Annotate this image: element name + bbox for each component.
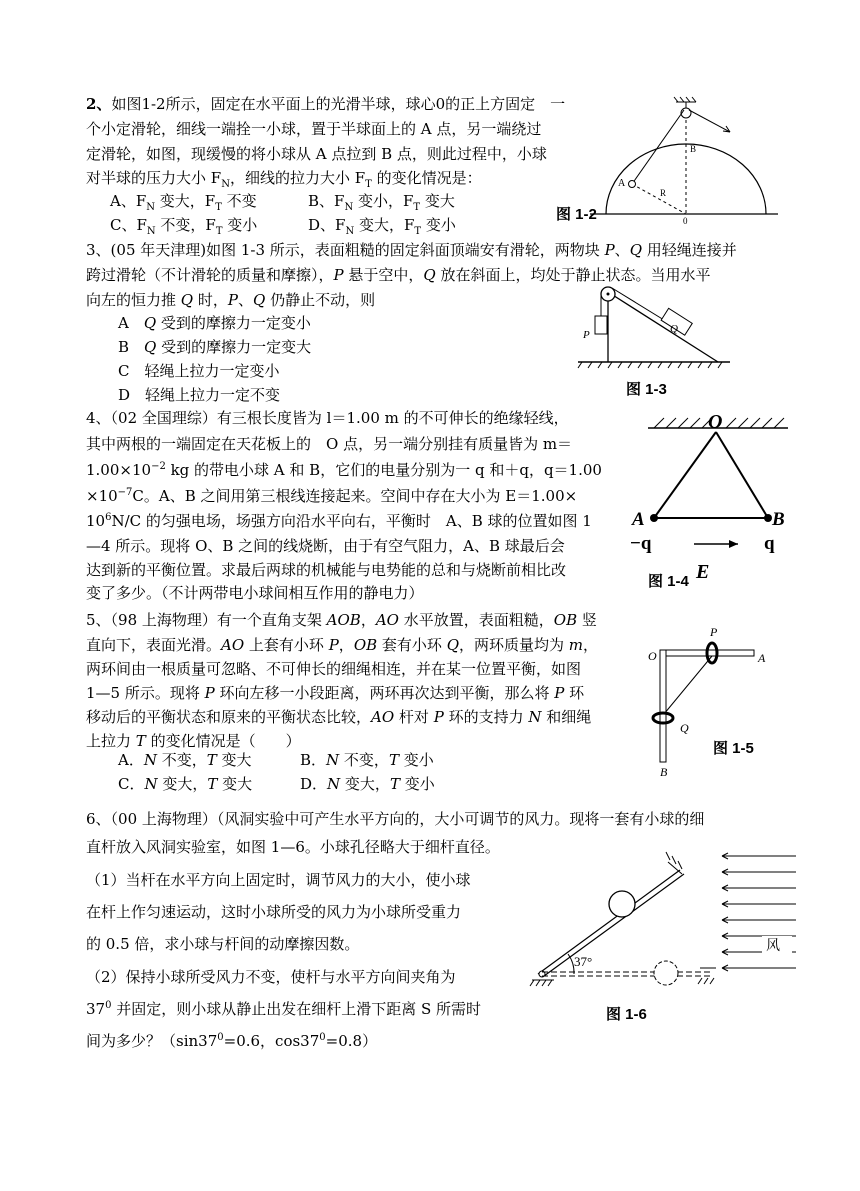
q5-line-6: 上拉力 T 的变化情况是（ ） <box>86 732 301 750</box>
fig-1-4-label-b: B <box>772 509 785 530</box>
fig-1-5-label-p: P <box>710 625 718 639</box>
fig-1-5-label-a: A <box>758 651 766 665</box>
ball-a <box>650 514 658 522</box>
q2-option-d: D、$F_N$ 变大，$F_T$ 变小 <box>308 216 456 237</box>
fig-1-3 <box>578 282 738 372</box>
q2-option-a: A、$F_N$ 变大，$F_T$ 不变 <box>110 192 257 213</box>
fig-1-2-label-a: A <box>618 178 626 189</box>
q3-line-3: 向左的恒力推 Q 时，P、Q 仍静止不动，则 <box>86 291 376 309</box>
q6-line-2: 直杆放入风洞实验室，如图 1—6。小球孔径略大于细杆直径。 <box>86 838 500 856</box>
q6-line-5: 的 0.5 倍，求小球与杆间的动摩擦因数。 <box>86 935 360 953</box>
q5-line-4: 1—5 所示。现将 P 环向左移一小段距离，两环再次达到平衡，那么将 P 环 <box>86 684 585 702</box>
q3-line-1: 3、(05 年天津理)如图 1-3 所示，表面粗糙的固定斜面顶端安有滑轮，两物块 P、Q 用轻绳连接并 <box>86 241 737 259</box>
q4-line-4: $\times 10^{-7}C$。A、B 之间用第三根线连接起来。空间中存在大小为 E＝1.00× <box>86 487 578 505</box>
fig-1-6 <box>530 852 810 992</box>
fig-1-2 <box>590 92 780 226</box>
q4-line-2: 其中两根的一端固定在天花板上的 O 点，另一端分别挂有质量皆为 m＝ <box>86 435 573 453</box>
fig-1-2-label-b: B <box>690 144 697 154</box>
q6-line-4: 在杆上作匀速运动，这时小球所受的风力为小球所受重力 <box>86 903 462 921</box>
fig-1-5-label-q: Q <box>680 721 689 735</box>
ball-b <box>764 514 772 522</box>
fig-1-4-caption: 图 1-4 <box>648 573 689 590</box>
q6-line-8: 间为多少？（$\sin 37^0=0.6$，$\cos 37^0=0.8$） <box>86 1032 378 1050</box>
q6-line-1: 6、（00 上海物理）（风洞实验中可产生水平方向的，大小可调节的风力。现将一套有小球的细 <box>86 810 705 828</box>
fig-1-4-label-pos-q: q <box>764 533 775 554</box>
q2-text-1: 如图1-2所示，固定在水平面上的光滑半球，球心0的正上方固定 一 <box>111 95 566 113</box>
q5-line-3: 两环间由一根质量可忽略、不可伸长的细绳相连，并在某一位置平衡，如图 <box>86 660 582 678</box>
q3-option-b: B Q 受到的摩擦力一定变大 <box>118 338 312 356</box>
fig-1-4-label-o: O <box>708 411 723 433</box>
q4-line-7: 达到新的平衡位置。求最后两球的机械能与电势能的总和与烧断前相比改 <box>86 561 567 579</box>
fig-1-2-label-o: 0 <box>683 216 688 226</box>
q5-line-5: 移动后的平衡状态和原来的平衡状态比较，AO 杆对 P 环的支持力 N 和细绳 <box>86 708 592 726</box>
fig-1-2-label-r: R <box>660 188 667 198</box>
fig-1-5 <box>640 622 770 782</box>
q4-line-6: —4 所示。现将 O、B 之间的线烧断，由于有空气阻力，A、B 球最后会 <box>86 537 565 555</box>
ball-horizontal <box>654 961 678 985</box>
fig-1-6-caption: 图 1-6 <box>606 1006 647 1023</box>
fig-1-4-label-neg-q: −q <box>630 533 652 554</box>
q5-option-a: A．N 不变，T 变大 <box>118 751 252 769</box>
fig-1-3-label-q: Q <box>670 323 678 335</box>
q5-line-2: 直向下，表面光滑。AO 上套有小环 P，OB 套有小环 Q，两环质量均为 m， <box>86 636 599 654</box>
ball-a <box>629 181 636 188</box>
q5-option-d: D．N 变大，T 变小 <box>300 775 435 793</box>
fig-1-4-label-a: A <box>632 509 645 530</box>
q4-line-8: 变了多少。（不计两带电小球间相互作用的静电力） <box>86 584 424 602</box>
q2-line-1 <box>86 94 565 114</box>
q3-option-c: C 轻绳上拉力一定变小 <box>118 362 280 380</box>
ball-incline <box>609 891 635 917</box>
q3-line-2: 跨过滑轮（不计滑轮的质量和摩擦），P 悬于空中，Q 放在斜面上，均处于静止状态。当用水平 <box>86 266 711 284</box>
q5-option-c: C．N 变大，T 变大 <box>118 775 253 793</box>
fig-1-5-label-b: B <box>660 765 668 779</box>
fig-1-6-angle: 37° <box>574 954 593 969</box>
q2-line-2: 个小定滑轮，细线一端拴一小球，置于半球面上的 A 点，另一端绕过 <box>86 120 542 138</box>
q5-option-b: B．N 不变，T 变小 <box>300 751 434 769</box>
fig-1-4-label-e: E <box>696 561 710 583</box>
q2-option-c: C、$F_N$ 不变，$F_T$ 变小 <box>110 216 258 237</box>
q3-option-d: D 轻绳上拉力一定不变 <box>118 386 281 404</box>
q5-line-1: 5、（98 上海物理）有一个直角支架 AOB，AO 水平放置，表面粗糙，OB 竖 <box>86 611 597 629</box>
q2-number: 2、 <box>86 95 112 113</box>
q4-line-1: 4、（02 全国理综）有三根长度皆为 l＝1.00 m 的不可伸长的绝缘轻线， <box>86 409 569 427</box>
fig-1-6-wind-label: 风 <box>766 939 780 954</box>
fig-1-5-caption: 图 1-5 <box>713 740 754 757</box>
q4-line-3: $1.00\times 10^{-2}$ kg 的带电小球 A 和 B，它们的电量分别为一 q 和＋q，q＝1.00 <box>86 461 602 479</box>
block-p <box>595 316 607 334</box>
fig-1-2-caption: 图 1-2 <box>556 206 597 223</box>
q4-line-5: $10^6N/C$ 的匀强电场，场强方向沿水平向右，平衡时 A、B 球的位置如图 1 <box>86 512 592 530</box>
q3-option-a: A Q 受到的摩擦力一定变小 <box>118 314 311 332</box>
q2-line-4: 对半球的压力大小 $F_N$，细线的拉力大小 $F_T$ 的变化情况是： <box>86 169 482 190</box>
q6-line-3: （1）当杆在水平方向上固定时，调节风力的大小，使小球 <box>86 871 471 889</box>
fig-1-3-label-p: P <box>583 329 590 341</box>
fig-1-5-label-o: O <box>648 649 657 663</box>
fig-1-4 <box>624 406 804 586</box>
q2-line-3: 定滑轮，如图，现缓慢的将小球从 A 点拉到 B 点，则此过程中，小球 <box>86 145 547 163</box>
fig-1-3-caption: 图 1-3 <box>626 381 667 398</box>
q6-line-6: （2）保持小球所受风力不变，使杆与水平方向间夹角为 <box>86 968 456 986</box>
q6-line-7: $37^0$ 并固定，则小球从静止出发在细杆上滑下距离 S 所需时 <box>86 1000 482 1018</box>
q2-option-b: B、$F_N$ 变小，$F_T$ 变大 <box>308 192 455 213</box>
